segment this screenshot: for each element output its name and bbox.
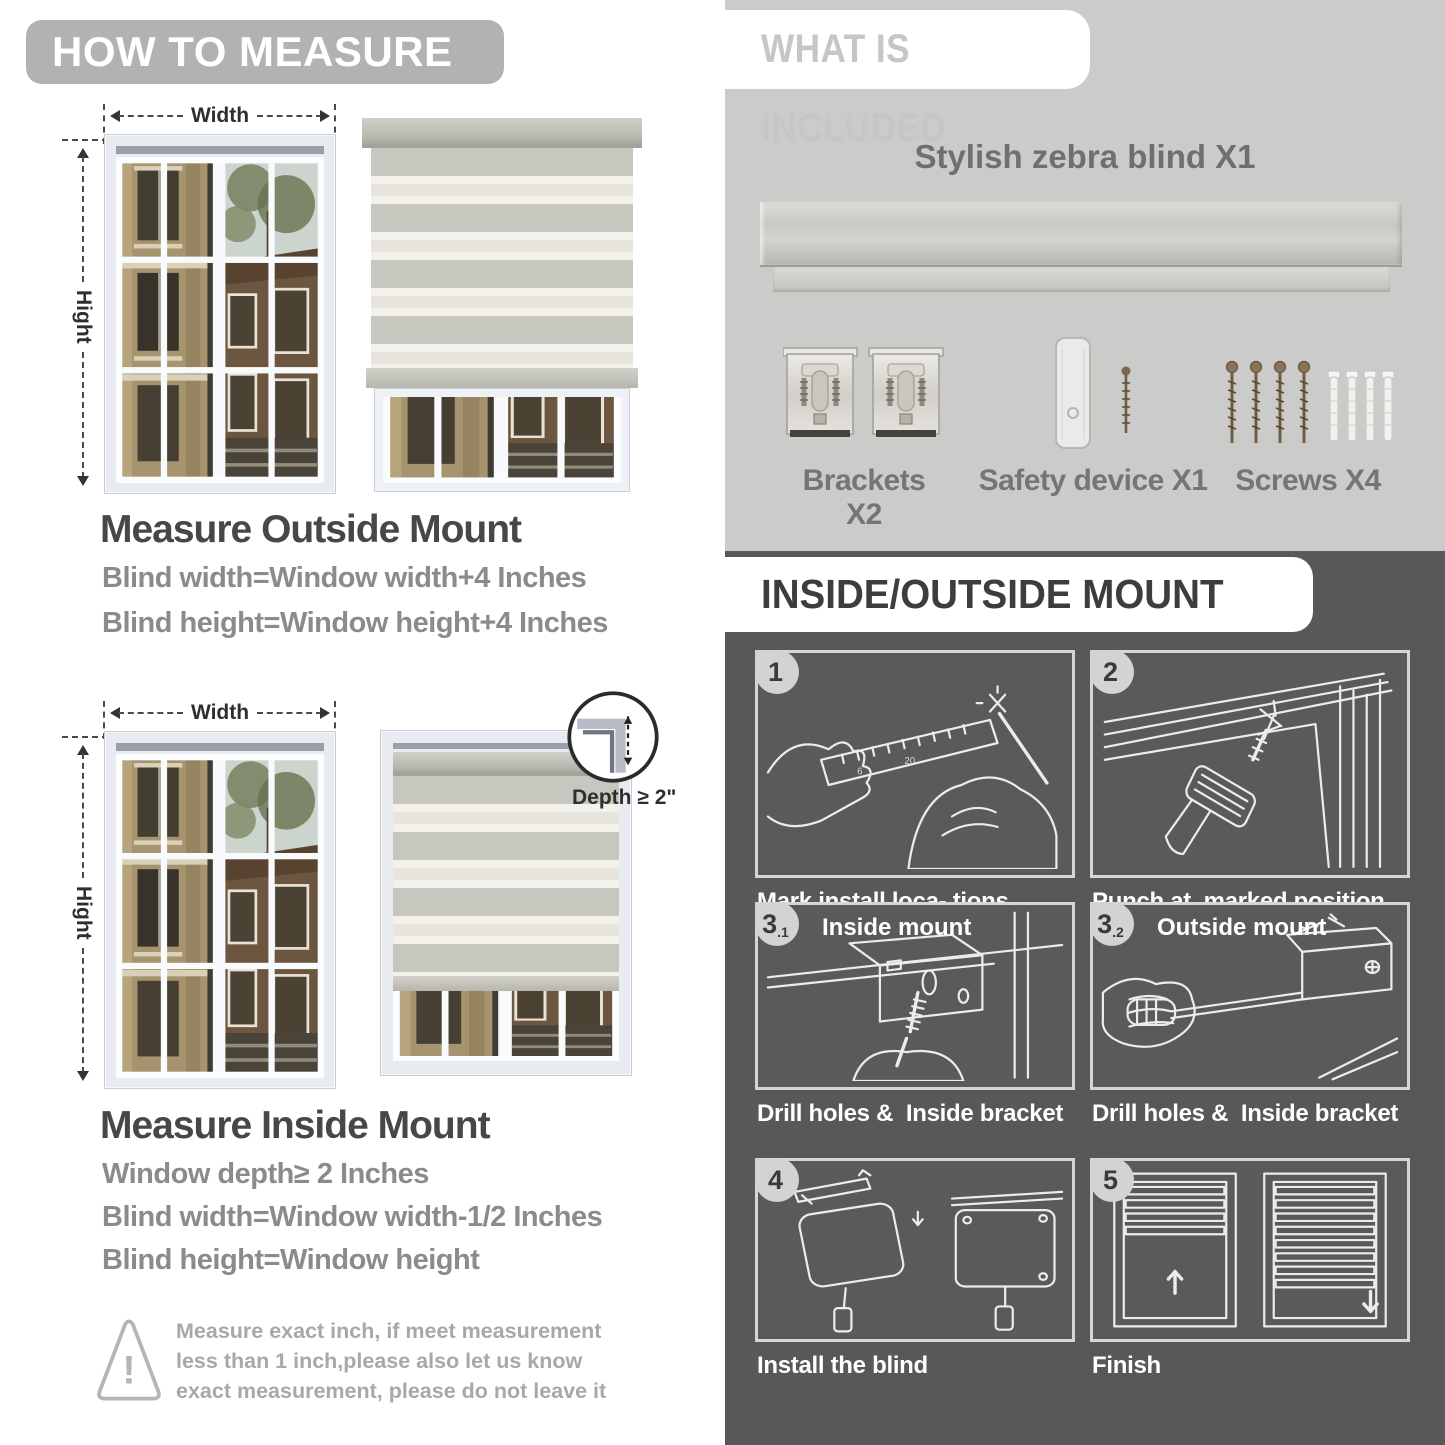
step-3-2-title: Outside mount <box>1157 914 1327 941</box>
width-label: Width <box>190 104 250 127</box>
zebra-blind-outside-mount <box>362 118 642 492</box>
mount-header <box>725 557 1313 632</box>
blind-stripes <box>371 148 633 368</box>
item-label-screws: Screws X4 <box>1235 464 1381 497</box>
brackets-icon <box>783 342 945 446</box>
step-subnumber: .2 <box>1112 924 1124 940</box>
blind-cassette <box>362 118 642 148</box>
step-4 <box>755 1158 1075 1380</box>
inside-mount-line: Window depth≥ 2 Inches <box>102 1158 429 1190</box>
finished-blinds-illustration <box>1101 1164 1399 1333</box>
width-label: Width <box>190 701 250 724</box>
warning-triangle-icon <box>96 1314 162 1406</box>
screws-icon <box>1222 358 1394 458</box>
step-1-badge <box>755 650 799 694</box>
step-4-caption: Install the blind <box>757 1352 928 1379</box>
blind-headrail-image <box>760 202 1402 267</box>
step-2-panel <box>1090 650 1410 878</box>
step-2-badge <box>1090 650 1134 694</box>
step-number: 5 <box>1102 1164 1119 1195</box>
step-number: 1 <box>767 656 784 687</box>
height-arrow-outside <box>72 142 94 492</box>
height-arrow-inside <box>72 739 94 1087</box>
step-number: 3 <box>1097 908 1113 939</box>
arrow-down-icon <box>77 1071 89 1087</box>
outside-mount-line: Blind width=Window width+4 Inches <box>102 562 587 594</box>
warning-text: Measure exact inch, if meet measurement less than 1 inch,please also let us know exact measurement, please do not leave it <box>176 1319 607 1403</box>
step-2 <box>1090 650 1410 916</box>
step-subnumber: .1 <box>777 924 789 940</box>
step-3-2 <box>1090 902 1410 1128</box>
inside-mount-line: Blind height=Window height <box>102 1244 480 1276</box>
step-number: 2 <box>1102 656 1119 687</box>
ruler-mark: 20 <box>904 755 916 768</box>
window-photo-inside <box>104 731 336 1089</box>
step-4-badge <box>755 1158 799 1202</box>
step-number: 4 <box>767 1164 784 1195</box>
window-photo-outside <box>104 134 336 494</box>
window-glass <box>116 754 324 1078</box>
height-label: Hight <box>72 290 95 344</box>
ruler-mark: 6 <box>857 766 863 778</box>
warning-exclamation-glyph: ! <box>122 1348 136 1393</box>
step-1 <box>755 650 1075 916</box>
window-glass <box>383 397 621 483</box>
blind-headrail-lip <box>773 267 1390 292</box>
step-5 <box>1090 1158 1410 1380</box>
outside-mount-title: Measure Outside Mount <box>100 508 522 551</box>
tick <box>62 139 108 141</box>
measuring-hands-illustration <box>766 656 1064 869</box>
step-3-1-caption: Drill holes & Inside bracket <box>757 1100 1064 1127</box>
height-label: Hight <box>72 886 95 940</box>
step-1-panel <box>755 650 1075 878</box>
outside-mount-line: Blind height=Window height+4 Inches <box>102 607 608 639</box>
step-3-1 <box>755 902 1075 1128</box>
window-glass <box>116 157 324 483</box>
item-label-safety-device: Safety device X1 <box>978 464 1208 497</box>
step-number: 3 <box>762 908 778 939</box>
step-3-2-panel <box>1090 902 1410 1090</box>
how-to-measure-title: HOW TO MEASURE <box>52 28 453 75</box>
step-5-badge <box>1090 1158 1134 1202</box>
what-is-included-title: WHAT IS INCLUDED <box>761 27 947 150</box>
how-to-measure-banner <box>26 20 504 84</box>
window-below-blind <box>374 388 630 492</box>
window-top-reveal <box>116 743 324 751</box>
inside-mount-title: Measure Inside Mount <box>100 1104 490 1147</box>
step-3-1-badge <box>755 902 799 946</box>
inside-mount-line: Blind width=Window width-1/2 Inches <box>102 1201 603 1233</box>
blind-bottom-rail <box>366 368 638 388</box>
window-top-reveal <box>116 146 324 154</box>
step-3-1-title: Inside mount <box>822 914 972 941</box>
window-glass <box>393 991 619 1061</box>
step-4-panel <box>755 1158 1075 1342</box>
step-3-1-panel <box>755 902 1075 1090</box>
width-arrow-inside <box>104 701 336 725</box>
blind-bottom-rail <box>393 976 619 991</box>
install-blind-illustration <box>766 1164 1064 1333</box>
depth-label: Depth ≥ 2" <box>572 786 677 809</box>
step-5-panel <box>1090 1158 1410 1342</box>
step-5-caption: Finish <box>1092 1352 1161 1379</box>
step-3-2-caption: Drill holes & Inside bracket <box>1092 1100 1399 1127</box>
safety-device-icon <box>1040 334 1150 454</box>
tick <box>62 736 108 738</box>
arrow-down-icon <box>77 476 89 492</box>
step-3-2-badge <box>1090 902 1134 946</box>
depth-detail-magnifier-icon <box>566 690 660 784</box>
product-label: Stylish zebra blind X1 <box>914 138 1256 175</box>
item-label-brackets: Brackets X2 <box>802 464 926 531</box>
what-is-included-header <box>725 10 1090 150</box>
width-arrow-outside <box>104 104 336 128</box>
drill-illustration <box>1101 656 1399 869</box>
mount-title: INSIDE/OUTSIDE MOUNT <box>761 571 1224 617</box>
